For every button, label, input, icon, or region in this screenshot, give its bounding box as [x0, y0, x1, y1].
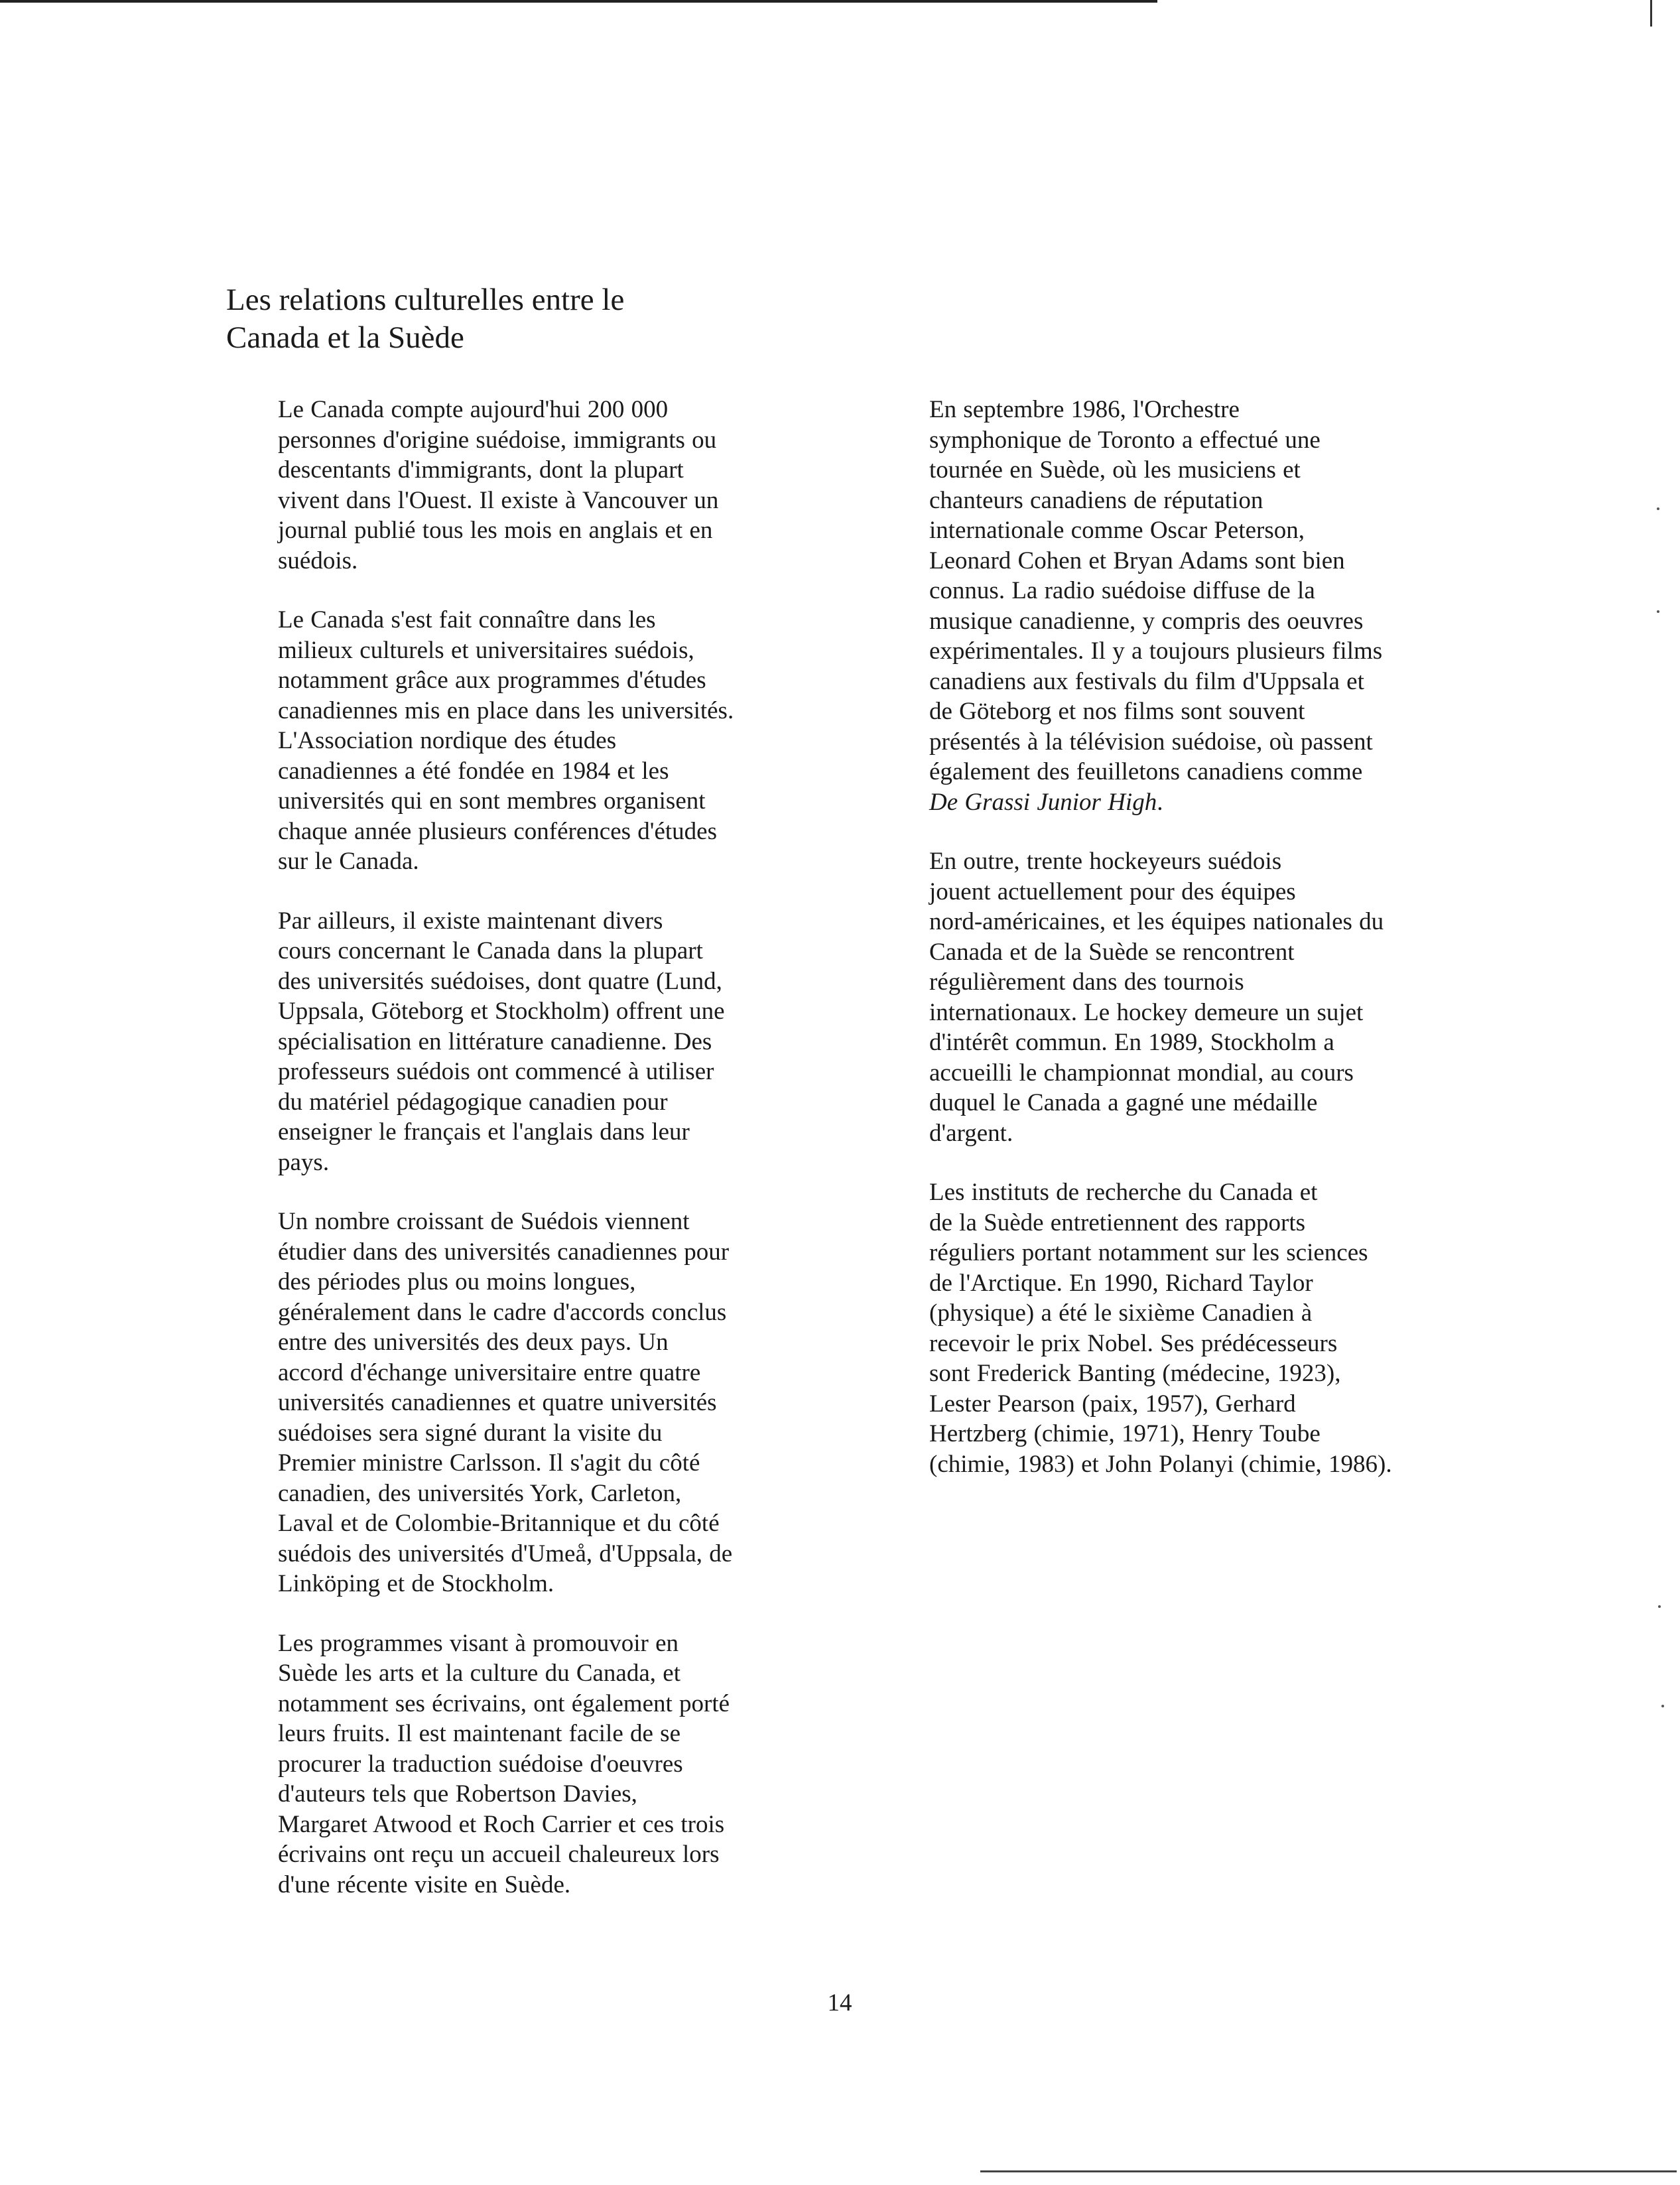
paragraph [877, 1177, 1448, 1479]
text-line: journal publié tous les mois en anglais et en [278, 517, 713, 544]
text-line: canadiennes mis en place dans les universités. [278, 696, 734, 724]
scan-speck [1658, 1605, 1661, 1608]
text-line: procurer la traduction suédoise d'oeuvres [278, 1750, 683, 1778]
text-line: Lester Pearson (paix, 1957), Gerhard [929, 1390, 1296, 1418]
text-line: recevoir le prix Nobel. Ses prédécesseurs [929, 1329, 1338, 1357]
text-line: Linköping et de Stockholm. [278, 1570, 554, 1597]
text-line: personnes d'origine suédoise, immigrants ou [278, 426, 717, 454]
scan-edge-mark [1650, 0, 1652, 27]
text-line: généralement dans le cadre d'accords conclus [278, 1298, 727, 1326]
text-line: suédois des universités d'Umeå, d'Uppsala, de [278, 1540, 733, 1567]
text-line: réguliers portant notamment sur les sciences [929, 1239, 1368, 1266]
paragraph [226, 1207, 763, 1599]
text-line: chaque année plusieurs conférences d'études [278, 817, 717, 845]
text-line: symphonique de Toronto a effectué une [929, 426, 1321, 454]
paragraph [226, 1628, 763, 1900]
text-line: Margaret Atwood et Roch Carrier et ces trois [278, 1810, 725, 1838]
top-scan-rule [0, 0, 1157, 3]
text-line: tournée en Suède, où les musiciens et [929, 456, 1301, 484]
text-line: d'intérêt commun. En 1989, Stockholm a [929, 1029, 1334, 1056]
text-line: duquel le Canada a gagné une médaille [929, 1089, 1318, 1116]
text-line: Le Canada compte aujourd'hui 200 000 [278, 396, 669, 423]
text-line: notamment grâce aux programmes d'études [278, 667, 706, 694]
text-line: L'Association nordique des études [278, 727, 617, 754]
text-line: internationale comme Oscar Peterson, [929, 517, 1305, 544]
text-line: Leonard Cohen et Bryan Adams sont bien [929, 547, 1345, 574]
text-line: canadien, des universités York, Carleton, [278, 1479, 682, 1507]
page-number: 14 [827, 1989, 852, 2017]
scan-speck [1661, 1705, 1664, 1707]
text-line: musique canadienne, y compris des oeuvres [929, 607, 1364, 635]
text-line: spécialisation en littérature canadienne. Des [278, 1027, 712, 1055]
paragraph [877, 395, 1448, 817]
text-line: cours concernant le Canada dans la plupart [278, 937, 703, 964]
text-line: universités qui en sont membres organisent [278, 787, 706, 815]
right-column [877, 395, 1448, 1508]
text-line: Par ailleurs, il existe maintenant divers [278, 907, 663, 935]
text-line: sont Frederick Banting (médecine, 1923), [929, 1360, 1341, 1387]
text-line: sur le Canada. [278, 848, 419, 875]
text-line: (physique) a été le sixième Canadien à [929, 1299, 1313, 1327]
text-line: chanteurs canadiens de réputation [929, 486, 1263, 514]
text-line: d'auteurs tels que Robertson Davies, [278, 1780, 637, 1808]
paragraph [877, 846, 1448, 1148]
text-line: internationaux. Le hockey demeure un sujet [929, 998, 1364, 1026]
text-line: d'argent. [929, 1119, 1013, 1147]
text-line: écrivains ont reçu un accueil chaleureux lors [278, 1841, 720, 1868]
text-line: de l'Arctique. En 1990, Richard Taylor [929, 1269, 1313, 1297]
text-line: suédoises sera signé durant la visite du [278, 1419, 663, 1447]
text-line: Suède les arts et la culture du Canada, et [278, 1660, 680, 1687]
page-title [226, 281, 823, 357]
text-line: Laval et de Colombie-Britannique et du côté [278, 1510, 720, 1537]
text-line: pays. [278, 1148, 330, 1176]
text-line: Canada et de la Suède se rencontrent [929, 938, 1295, 966]
text-line: (chimie, 1983) et John Polanyi (chimie, 1986). [929, 1450, 1392, 1478]
text-line: entre des universités des deux pays. Un [278, 1329, 669, 1356]
text-line: universités canadiennes et quatre universités [278, 1389, 717, 1416]
text-line: milieux culturels et universitaires suédois, [278, 636, 694, 664]
text-line: Les instituts de recherche du Canada et [929, 1179, 1318, 1206]
text-line: Le Canada s'est fait connaître dans les [278, 606, 656, 633]
text-line: canadiens aux festivals du film d'Uppsala et [929, 667, 1364, 695]
text-line: Un nombre croissant de Suédois viennent [278, 1208, 690, 1235]
text-line [877, 787, 1448, 818]
text-line: connus. La radio suédoise diffuse de la [929, 577, 1315, 604]
scan-speck [1657, 610, 1659, 613]
paragraph [226, 906, 763, 1178]
text-line: des périodes plus ou moins longues, [278, 1268, 636, 1295]
sentence-end: . [1157, 788, 1163, 816]
text-line: accord d'échange universitaire entre quatre [278, 1358, 701, 1386]
text-line: des universités suédoises, dont quatre (Lund, [278, 967, 722, 995]
text-line: canadiennes a été fondée en 1984 et les [278, 757, 669, 785]
bottom-scan-rule [980, 2170, 1677, 2172]
text-line: de la Suède entretiennent des rapports [929, 1209, 1305, 1236]
text-line: d'une récente visite en Suède. [278, 1871, 571, 1898]
text-line: suédois. [278, 547, 358, 574]
text-line: descentants d'immigrants, dont la plupart [278, 456, 684, 484]
text-line: notamment ses écrivains, ont également porté [278, 1689, 730, 1717]
text-line: leurs fruits. Il est maintenant facile de se [278, 1720, 681, 1747]
text-line: également des feuilletons canadiens comme [929, 758, 1363, 785]
text-line: Uppsala, Göteborg et Stockholm) offrent une [278, 998, 725, 1025]
text-line: régulièrement dans des tournois [929, 968, 1244, 996]
text-line: Les programmes visant à promouvoir en [278, 1629, 679, 1657]
text-line: vivent dans l'Ouest. Il existe à Vancouver un [278, 486, 719, 514]
text-line: En outre, trente hockeyeurs suédois [929, 848, 1282, 875]
paragraph [226, 395, 763, 576]
text-line: nord-américaines, et les équipes nationales du [929, 908, 1384, 935]
paragraph [226, 605, 763, 877]
text-line: du matériel pédagogique canadien pour [278, 1088, 668, 1116]
text-line: accueilli le championnat mondial, au cours [929, 1059, 1354, 1087]
text-line: de Göteborg et nos films sont souvent [929, 698, 1305, 725]
tv-series-title: De Grassi Junior High [929, 788, 1157, 816]
text-line: professeurs suédois ont commencé à utiliser [278, 1058, 714, 1085]
text-line: enseigner le français et l'anglais dans leur [278, 1118, 690, 1146]
text-line: présentés à la télévision suédoise, où passent [929, 728, 1373, 756]
title-line: Canada et la Suède [226, 320, 464, 355]
scan-speck [1657, 507, 1659, 510]
left-column [226, 395, 763, 1929]
text-line: expérimentales. Il y a toujours plusieurs films [929, 637, 1383, 665]
text-line: Premier ministre Carlsson. Il s'agit du côté [278, 1449, 700, 1477]
text-line: étudier dans des universités canadiennes pour [278, 1238, 730, 1266]
text-line: jouent actuellement pour des équipes [929, 878, 1296, 905]
title-line: Les relations culturelles entre le [226, 283, 625, 317]
text-line: En septembre 1986, l'Orchestre [929, 396, 1240, 423]
text-line: Hertzberg (chimie, 1971), Henry Toube [929, 1420, 1321, 1447]
